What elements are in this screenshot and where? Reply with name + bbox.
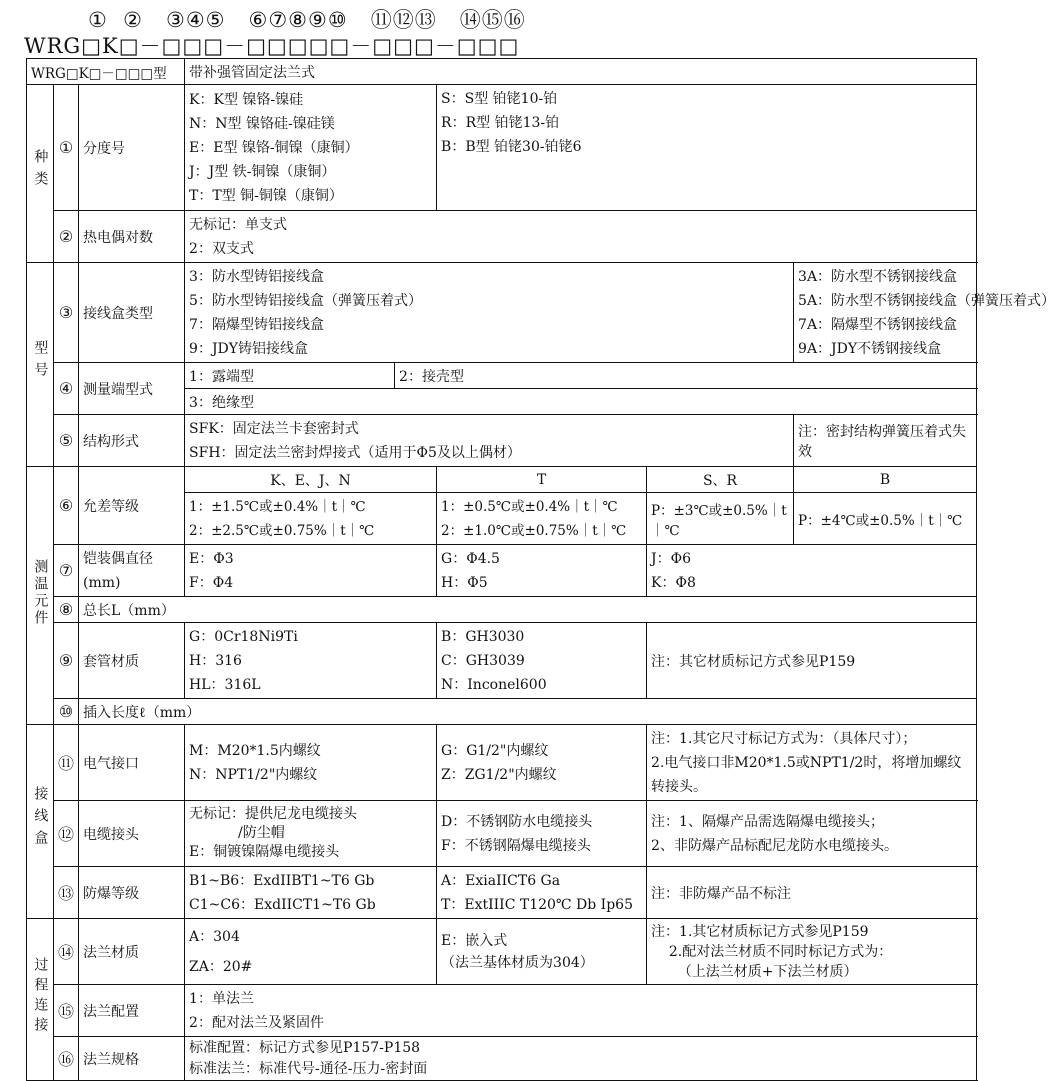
list-item: K：K型 镍铬-镍硅 <box>189 91 304 108</box>
row-4-opt2: 2：接壳型 <box>395 363 977 389</box>
row-4-label: 测量端型式 <box>79 363 185 415</box>
row-13-col-b <box>437 867 647 919</box>
note-line: 转接头。 <box>651 778 708 795</box>
row-3-label: 接线盒类型 <box>79 263 185 363</box>
group-element <box>27 467 54 725</box>
list-item: A：304 <box>189 928 240 945</box>
list-item: SFH：固定法兰密封焊接式（适用于Φ5及以上偶材） <box>189 444 521 461</box>
row-3-col-a <box>185 263 794 363</box>
list-item: HL：316L <box>189 676 261 693</box>
note-line: 2.配对法兰材质不同时标记方式为： <box>651 943 893 960</box>
row-12-label: 电缆接头 <box>79 801 185 867</box>
row-5-note: 注：密封结构弹簧压着式失效 <box>794 415 977 467</box>
group-model <box>27 263 54 467</box>
row-14-col-b <box>437 919 647 985</box>
list-item: T：T型 铜-铜镍（康铜） <box>189 187 343 204</box>
list-item: 无标记：单支式 <box>189 216 288 233</box>
list-item: 2：双支式 <box>189 240 254 257</box>
row-6-num: ⑥ <box>54 467 79 545</box>
model-code-template: WRG□K□－□□□－□□□□□－□□□－□□□ <box>24 34 520 58</box>
row-9-num: ⑨ <box>54 623 79 699</box>
row-1-col-a <box>185 85 437 211</box>
list-item: F：Φ4 <box>189 574 234 591</box>
list-item: E：嵌入式 <box>441 932 508 949</box>
row-5-num: ⑤ <box>54 415 79 467</box>
list-item: 标准配置：标记方式参见P157-P158 <box>189 1039 421 1056</box>
row-6-h3: S、R <box>647 467 794 493</box>
row-16-num: ⑯ <box>54 1037 79 1081</box>
row-6-c2 <box>437 493 647 545</box>
row-12-col-b <box>437 801 647 867</box>
list-item: ZA：20# <box>189 958 253 975</box>
list-item: /防尘帽 <box>189 825 285 841</box>
list-item: （法兰基体材质为304） <box>441 954 594 971</box>
list-item: M：M20*1.5内螺纹 <box>189 742 321 759</box>
row-2-label: 热电偶对数 <box>79 211 185 263</box>
list-item: 3：防水型铸铝接线盒 <box>189 268 324 285</box>
list-item: F：不锈钢隔爆电缆接头 <box>441 837 591 854</box>
row-8-label: 总长L（mm） <box>79 597 977 623</box>
note-line: 2、非防爆产品标配尼龙防水电缆接头。 <box>651 837 898 854</box>
row-8-num: ⑧ <box>54 597 79 623</box>
title-code: WRG□K□－□□□型 <box>27 59 185 85</box>
list-item: 无标记：提供尼龙电缆接头 <box>189 806 358 822</box>
list-item: E：Φ3 <box>189 550 234 567</box>
row-2-col-a <box>185 211 977 263</box>
list-item: H：316 <box>189 652 242 669</box>
list-item: E：E型 镍铬-铜镍（康铜） <box>189 139 359 156</box>
list-item: B：GH3030 <box>441 628 525 645</box>
row-16-col-a <box>185 1037 977 1081</box>
list-item: E：铜镀镍隔爆电缆接头 <box>189 844 340 860</box>
row-6-h4: B <box>794 467 977 493</box>
note-line: 注：1.其它尺寸标记方式为：（具体尺寸）； <box>651 730 917 747</box>
group-process <box>27 919 54 1081</box>
row-14-label: 法兰材质 <box>79 919 185 985</box>
list-item: N：NPT1/2"内螺纹 <box>189 766 318 783</box>
list-item: G：G1/2"内螺纹 <box>441 742 549 759</box>
list-item: SFK：固定法兰卡套密封式 <box>189 420 359 437</box>
row-14-note <box>647 919 977 985</box>
list-item: 标准法兰：标准代号-通径-压力-密封面 <box>189 1060 428 1077</box>
list-item: 1：单法兰 <box>189 990 254 1007</box>
list-item: 5：防水型铸铝接线盒（弹簧压着式） <box>189 292 422 309</box>
row-7-num: ⑦ <box>54 545 79 597</box>
list-item: J：Φ6 <box>651 550 692 567</box>
list-item: G：0Cr18Ni9Ti <box>189 628 298 645</box>
list-item: 2：±1.0℃或±0.75%｜t｜℃ <box>441 522 627 539</box>
spec-table <box>26 58 1055 1081</box>
row-11-num: ⑪ <box>54 725 79 801</box>
row-10-num: ⑩ <box>54 699 79 725</box>
list-item: K：Φ8 <box>651 574 696 591</box>
row-5-label: 结构形式 <box>79 415 185 467</box>
row-7-col-c <box>647 545 977 597</box>
list-item: B：B型 铂铑30-铂铑6 <box>441 139 582 155</box>
row-9-note: 注：其它材质标记方式参见P159 <box>647 623 977 699</box>
list-item: D：不锈钢防水电缆接头 <box>441 813 593 830</box>
list-item: 1：±1.5℃或±0.4%｜t｜℃ <box>189 498 366 515</box>
group-kind <box>27 85 54 263</box>
row-12-note <box>647 801 977 867</box>
list-item: N：Inconel600 <box>441 676 547 693</box>
list-item: A：ExiaIICT6 Ga <box>441 872 561 889</box>
row-3-num: ③ <box>54 263 79 363</box>
row-4-num: ④ <box>54 363 79 415</box>
row-6-c3: P：±3℃或±0.5%｜t｜℃ <box>647 493 794 545</box>
list-item: R：R型 铂铑13-铂 <box>441 115 560 131</box>
note-line: 注：1、隔爆产品需选隔爆电缆接头； <box>651 813 884 830</box>
list-item: J：J型 铁-铜镍（康铜） <box>189 163 336 180</box>
list-item: S：S型 铂铑10-铂 <box>441 91 558 107</box>
group-junction <box>27 725 54 919</box>
note-line: 2.电气接口非M20*1.5或NPT1/2时，将增加螺纹 <box>651 754 962 771</box>
row-6-h1: K、E、J、N <box>185 467 437 493</box>
row-1-label: 分度号 <box>79 85 185 211</box>
list-item: C：GH3039 <box>441 652 525 669</box>
row-11-note <box>647 725 977 801</box>
row-9-col-b <box>437 623 647 699</box>
list-item: 1：±0.5℃或±0.4%｜t｜℃ <box>441 498 618 515</box>
row-15-col-a <box>185 985 977 1037</box>
row-13-col-a <box>185 867 437 919</box>
row-1-col-b <box>437 85 977 211</box>
row-9-col-a <box>185 623 437 699</box>
row-6-h2: T <box>437 467 647 493</box>
row-11-col-a <box>185 725 437 801</box>
row-13-num: ⑬ <box>54 867 79 919</box>
group-process-label: 过程连接 <box>32 957 49 1038</box>
row-5-col-a <box>185 415 794 467</box>
row-2-num: ② <box>54 211 79 263</box>
title-desc: 带补强管固定法兰式 <box>185 59 977 85</box>
row-6-label: 允差等级 <box>79 467 185 545</box>
list-item: 9A：JDY不锈钢接线盒 <box>798 340 942 357</box>
position-numbers: ① ② ③④⑤ ⑥⑦⑧⑨⑩ ⑪⑫⑬ ⑭⑮⑯ <box>88 8 526 32</box>
row-14-num: ⑭ <box>54 919 79 985</box>
label-line: (mm) <box>83 574 121 591</box>
list-item: 3A：防水型不锈钢接线盒 <box>798 268 958 285</box>
note-line: 注：1.其它材质标记方式参见P159 <box>651 923 869 940</box>
list-item: C1~C6：ExdIICT1~T6 Gb <box>189 896 376 913</box>
row-16-label: 法兰规格 <box>79 1037 185 1081</box>
row-10-label: 插入长度ℓ（mm） <box>79 699 977 725</box>
row-4-opt3: 3：绝缘型 <box>185 389 977 415</box>
list-item: 7A：隔爆型不锈钢接线盒 <box>798 316 958 333</box>
list-item: N：N型 镍铬硅-镍硅镁 <box>189 115 335 132</box>
row-3-col-b <box>794 263 1055 363</box>
row-11-label: 电气接口 <box>79 725 185 801</box>
list-item: 7：隔爆型铸铝接线盒 <box>189 316 324 333</box>
list-item: T：ExtIIIC T120℃ Db Ip65 <box>441 896 633 913</box>
row-7-col-b <box>437 545 647 597</box>
row-9-label: 套管材质 <box>79 623 185 699</box>
list-item: G：Φ4.5 <box>441 550 500 567</box>
row-4-opt1: 1：露端型 <box>185 363 395 389</box>
row-15-num: ⑮ <box>54 985 79 1037</box>
list-item: 2：±2.5℃或±0.75%｜t｜℃ <box>189 522 375 539</box>
row-6-c4: P：±4℃或±0.5%｜t｜℃ <box>794 493 977 545</box>
group-model-label: 型号 <box>32 340 49 385</box>
row-1-num: ① <box>54 85 79 211</box>
list-item: H：Φ5 <box>441 574 488 591</box>
row-7-label <box>79 545 185 597</box>
row-6-c1 <box>185 493 437 545</box>
list-item: 2：配对法兰及紧固件 <box>189 1014 324 1031</box>
row-11-col-b <box>437 725 647 801</box>
list-item: 9：JDY铸铝接线盒 <box>189 340 309 357</box>
group-element-label: 测温元件 <box>32 559 49 628</box>
note-line: （上法兰材质+下法兰材质） <box>651 963 858 980</box>
list-item: B1~B6：ExdIIBT1~T6 Gb <box>189 872 375 889</box>
row-15-label: 法兰配置 <box>79 985 185 1037</box>
label-line: 铠装偶直径 <box>83 550 153 567</box>
row-12-num: ⑫ <box>54 801 79 867</box>
list-item: 5A：防水型不锈钢接线盒（弹簧压着式） <box>798 292 1055 309</box>
row-7-col-a <box>185 545 437 597</box>
row-14-col-a <box>185 919 437 985</box>
list-item: Z：ZG1/2"内螺纹 <box>441 766 557 783</box>
group-junction-label: 接线盒 <box>32 786 49 853</box>
group-kind-label: 种类 <box>32 149 49 194</box>
row-12-col-a <box>185 801 437 867</box>
row-13-note: 注：非防爆产品不标注 <box>647 867 977 919</box>
row-13-label: 防爆等级 <box>79 867 185 919</box>
